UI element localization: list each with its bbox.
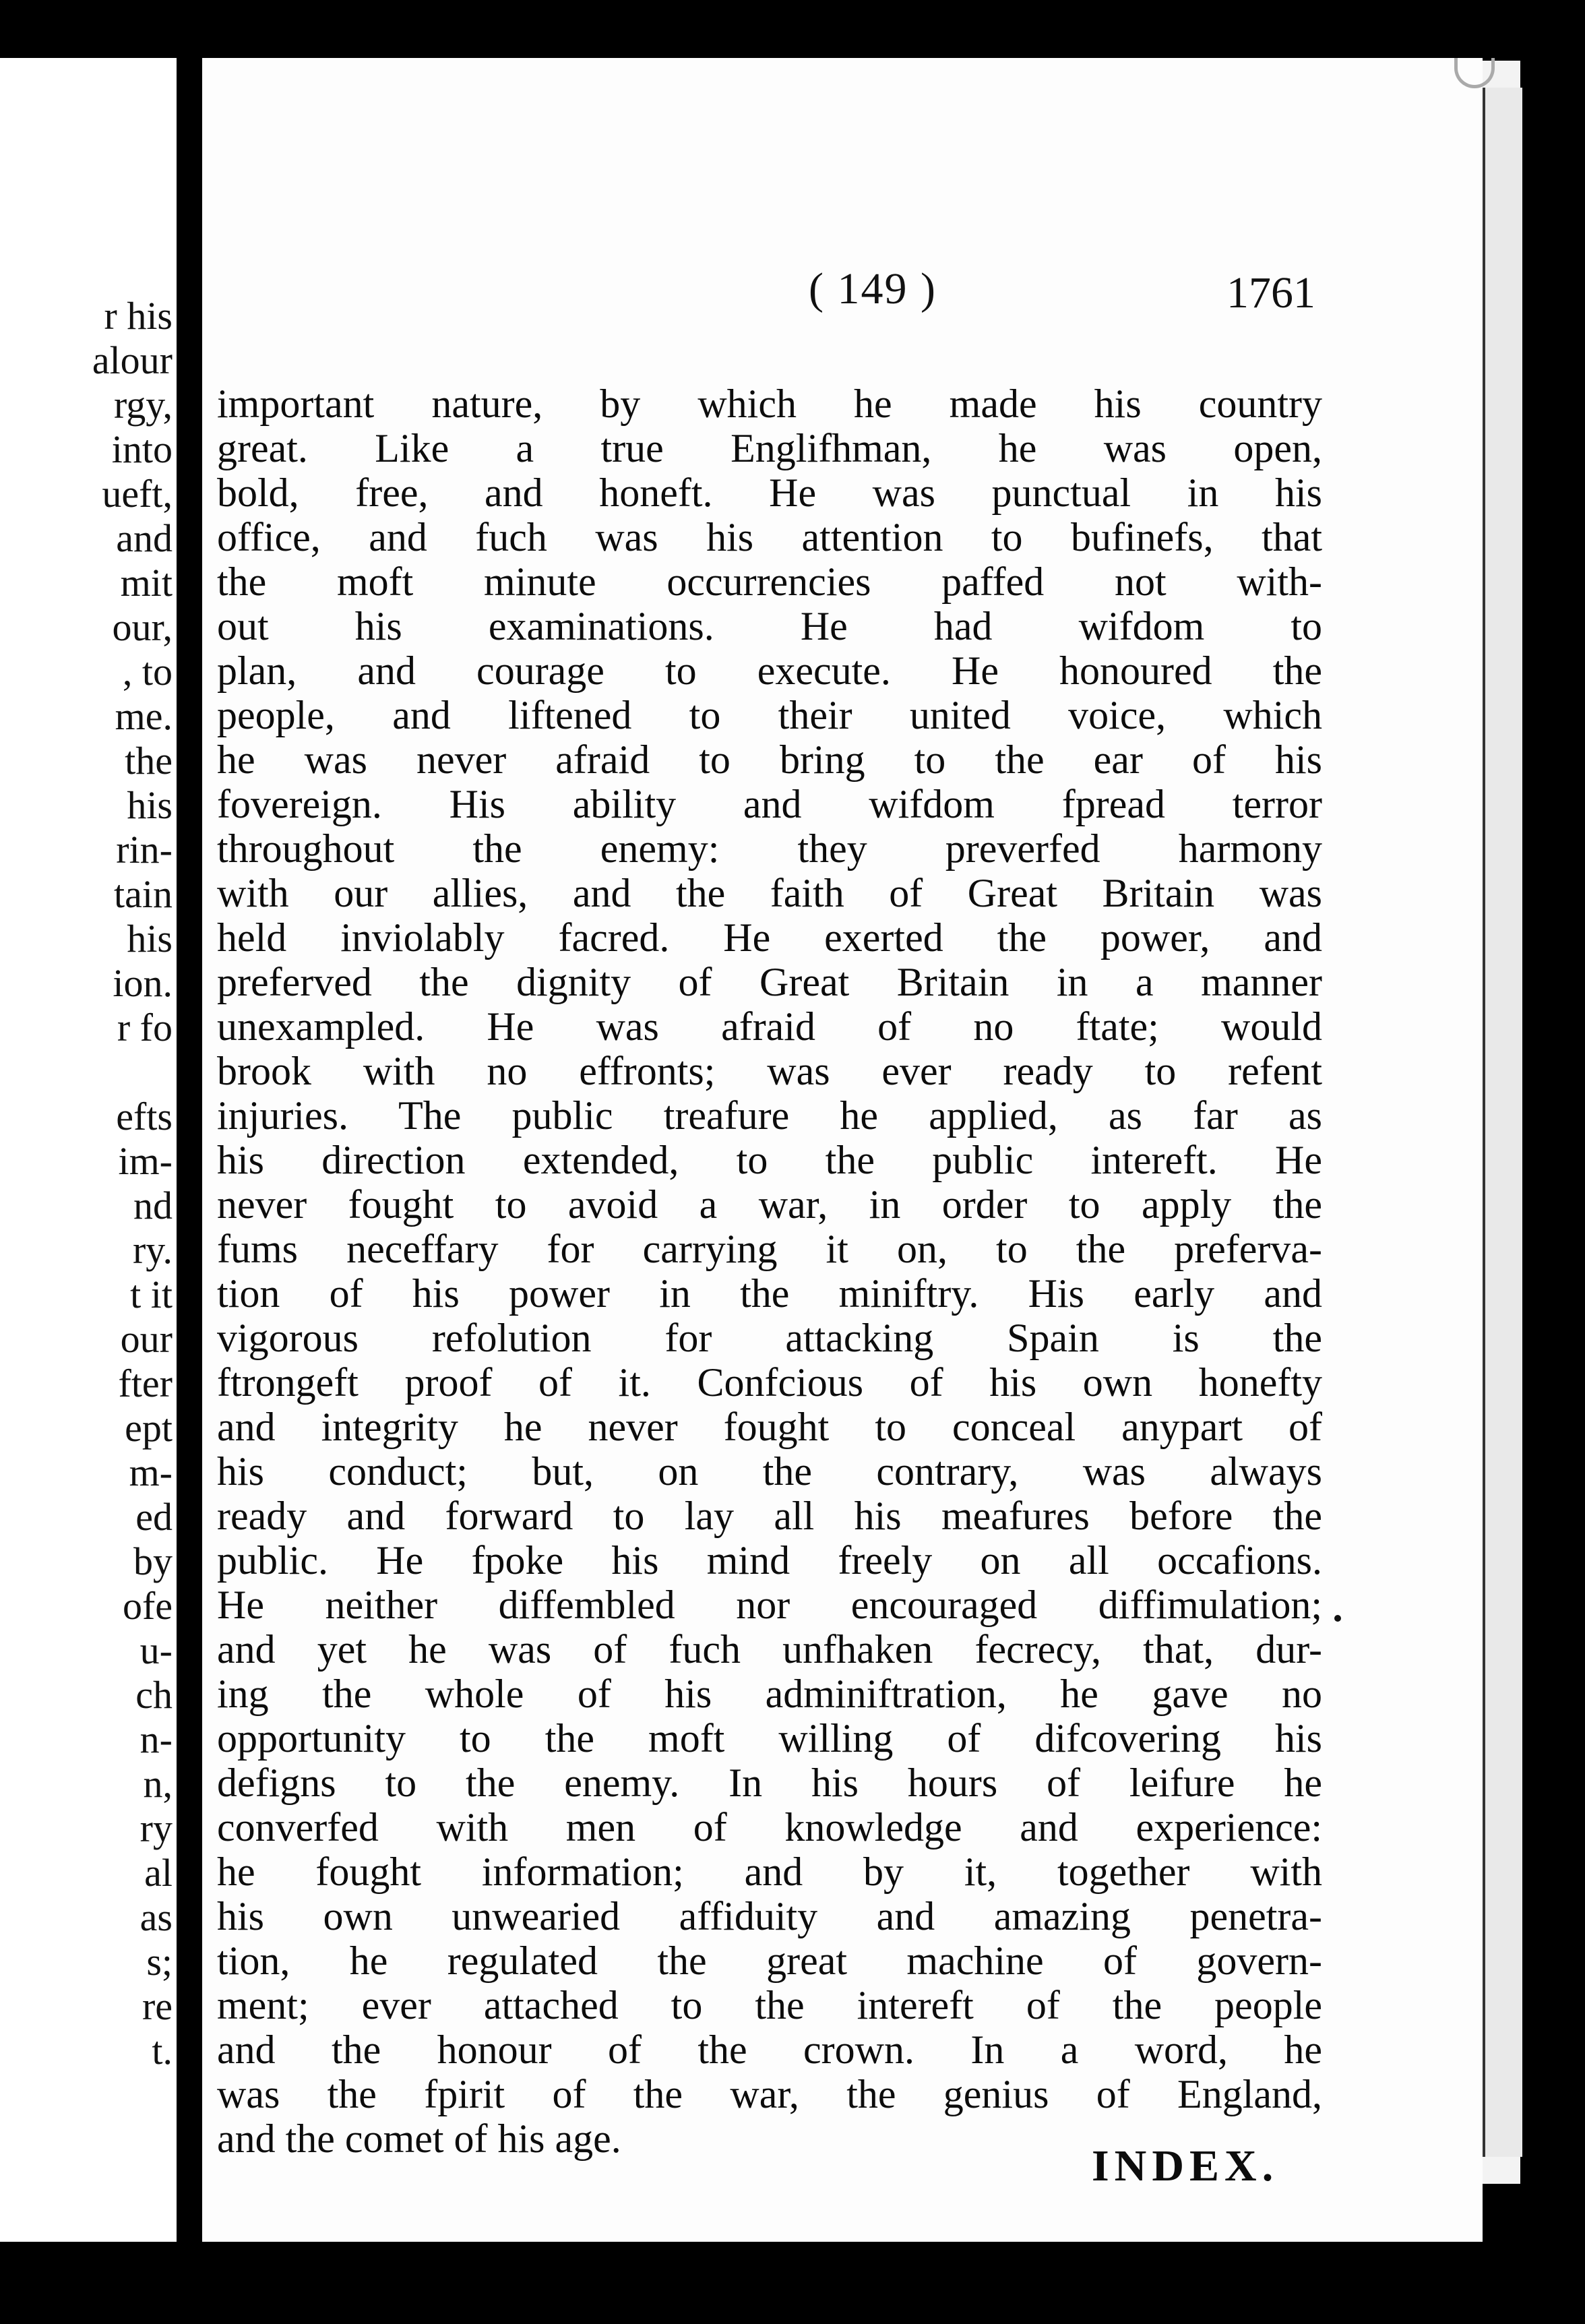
- text-line: his own unwearied affiduity and amazing penetra-: [217, 1894, 1322, 1938]
- running-year: 1761: [1226, 268, 1315, 317]
- text-line: tion of his power in the miniftry. His early and: [217, 1271, 1322, 1316]
- text-line: brook with no effronts; was ever ready to refent: [217, 1049, 1322, 1093]
- adjacent-page-line: into: [111, 427, 173, 471]
- gutter-rule: [177, 58, 187, 2242]
- text-line: was the fpirit of the war, the genius of England,: [217, 2072, 1322, 2116]
- adjacent-page-line: n,: [143, 1762, 173, 1806]
- text-line: and integrity he never fought to conceal anypart of: [217, 1405, 1322, 1449]
- adjacent-page-line: ept: [125, 1406, 173, 1450]
- text-line: ment; ever attached to the intereft of the people: [217, 1983, 1322, 2027]
- ink-dot: [1334, 1615, 1341, 1622]
- adjacent-page-line: r his: [104, 294, 173, 338]
- text-line: with our allies, and the faith of Great Britain was: [217, 871, 1322, 915]
- adjacent-page-line: tain: [114, 872, 173, 916]
- text-line: held inviolably facred. He exerted the power, and: [217, 915, 1322, 960]
- adjacent-page-line: m-: [129, 1450, 173, 1494]
- adjacent-page-line: his: [127, 783, 173, 827]
- text-line: out his examinations. He had wifdom to: [217, 604, 1322, 648]
- adjacent-page-line: im-: [118, 1139, 173, 1183]
- adjacent-page-line: mit: [120, 561, 173, 605]
- text-line: office, and fuch was his attention to bufinefs, that: [217, 515, 1322, 559]
- body-text: [217, 381, 1322, 2161]
- adjacent-page-line: as: [139, 1895, 173, 1939]
- text-line: his conduct; but, on the contrary, was always: [217, 1449, 1322, 1494]
- adjacent-page-line: our: [120, 1317, 173, 1361]
- adjacent-page-line: u-: [139, 1628, 173, 1672]
- adjacent-page-line: rin-: [116, 828, 173, 872]
- text-line: unexampled. He was afraid of no ftate; would: [217, 1004, 1322, 1049]
- text-line: converfed with men of knowledge and experience:: [217, 1805, 1322, 1849]
- text-line: never fought to avoid a war, in order to apply the: [217, 1182, 1322, 1227]
- text-line: and the comet of his age.: [217, 2116, 621, 2161]
- text-line: people, and liftened to their united voice, which: [217, 693, 1322, 737]
- adjacent-page-line: t.: [152, 2029, 173, 2073]
- adjacent-page-line: [11, 1050, 173, 1095]
- adjacent-page-line: the: [125, 739, 173, 783]
- text-line: public. He fpoke his mind freely on all occafions.: [217, 1538, 1322, 1583]
- text-line: tion, he regulated the great machine of govern-: [217, 1938, 1322, 1983]
- text-line: ing the whole of his adminiftration, he gave no: [217, 1672, 1322, 1716]
- adjacent-page-line: me.: [115, 694, 173, 738]
- adjacent-page-line: ry.: [132, 1228, 173, 1272]
- text-line: and the honour of the crown. In a word, he: [217, 2027, 1322, 2072]
- adjacent-page-line: ch: [135, 1673, 173, 1717]
- text-line: important nature, by which he made his country: [217, 381, 1322, 426]
- adjacent-page-line: ueft,: [102, 472, 173, 516]
- page-header: [202, 264, 1483, 324]
- adjacent-page-line: his: [127, 917, 173, 960]
- adjacent-page-line: al: [144, 1851, 173, 1895]
- adjacent-page-line: alour: [92, 338, 173, 382]
- adjacent-page-line: re: [142, 1984, 173, 2028]
- text-line: ready and forward to lay all his meafures before the: [217, 1494, 1322, 1538]
- adjacent-page-line: s;: [146, 1940, 173, 1984]
- text-line: his direction extended, to the public intereft. He: [217, 1138, 1322, 1182]
- adjacent-page-line: ofe: [122, 1584, 173, 1628]
- adjacent-page-line: ry: [139, 1806, 173, 1850]
- text-line: plan, and courage to execute. He honoured the: [217, 648, 1322, 693]
- text-line: vigorous refolution for attacking Spain is the: [217, 1316, 1322, 1360]
- adjacent-page-line: n-: [139, 1717, 173, 1761]
- adjacent-page-line: fter: [118, 1362, 173, 1405]
- text-line: defigns to the enemy. In his hours of leifure he: [217, 1761, 1322, 1805]
- adjacent-page-line: by: [133, 1539, 173, 1583]
- adjacent-page-line: nd: [133, 1184, 173, 1227]
- adjacent-page-line: rgy,: [114, 383, 173, 427]
- text-line: he fought information; and by it, together with: [217, 1849, 1322, 1894]
- text-line: great. Like a true Englifhman, he was open,: [217, 426, 1322, 470]
- text-line: he was never afraid to bring to the ear of his: [217, 737, 1322, 782]
- adjacent-page-text: [11, 294, 173, 2073]
- text-line: fums neceffary for carrying it on, to the preferva-: [217, 1227, 1322, 1271]
- text-line: fovereign. His ability and wifdom fpread terror: [217, 782, 1322, 826]
- page-number: ( 149 ): [809, 264, 937, 313]
- text-line: throughout the enemy: they preverfed harmony: [217, 826, 1322, 871]
- adjacent-page-line: and: [116, 516, 173, 560]
- adjacent-page-line: our,: [112, 605, 173, 649]
- text-line: bold, free, and honeft. He was punctual in his: [217, 470, 1322, 515]
- text-line: opportunity to the moft willing of difcovering his: [217, 1716, 1322, 1761]
- adjacent-page-line: r fo: [117, 1006, 173, 1049]
- text-line: injuries. The public treafure he applied, as far as: [217, 1093, 1322, 1138]
- page-edge-inner: [1483, 88, 1522, 2157]
- text-line: the moft minute occurrencies paffed not with-: [217, 559, 1322, 604]
- adjacent-page-line: ed: [135, 1495, 173, 1539]
- text-line: ftrongeft proof of it. Confcious of his own honefty: [217, 1360, 1322, 1405]
- adjacent-page-line: ion.: [113, 961, 173, 1005]
- catchword: INDEX.: [1092, 2141, 1279, 2191]
- text-line: He neither diffembled nor encouraged diffimulation;: [217, 1583, 1322, 1627]
- adjacent-page-line: efts: [116, 1095, 173, 1138]
- text-line: preferved the dignity of Great Britain in a manner: [217, 960, 1322, 1004]
- adjacent-page: [0, 58, 187, 2242]
- adjacent-page-line: t it: [130, 1273, 173, 1316]
- book-page: [202, 58, 1483, 2242]
- adjacent-page-line: , to: [122, 650, 173, 694]
- text-line: and yet he was of fuch unfhaken fecrecy, that, dur-: [217, 1627, 1322, 1672]
